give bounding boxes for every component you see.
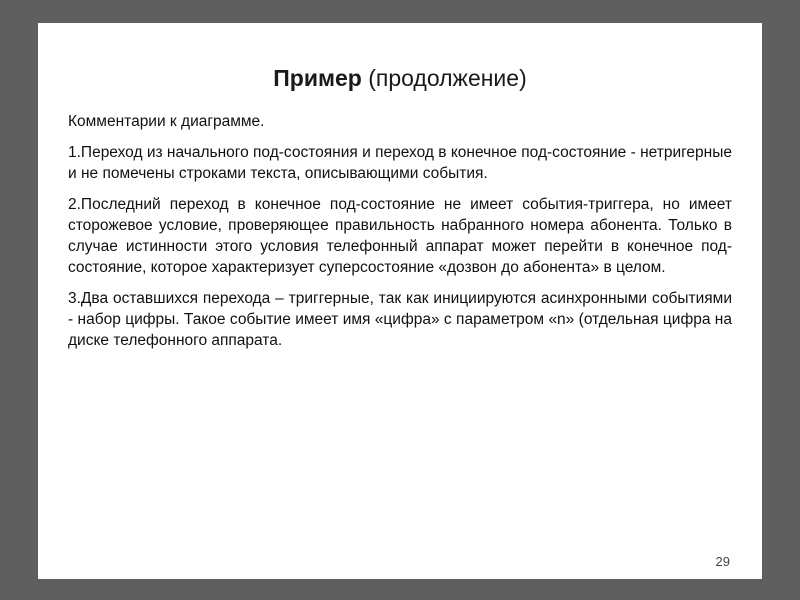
slide bbox=[38, 23, 762, 579]
slide-body bbox=[68, 111, 732, 361]
paragraph-2: 2.Последний переход в конечное под-состояние не имеет события-триггера, но имеет сторожевое условие, проверяющее правильность набранного номера абонента. Только в случае истинности этого условия телефонный аппарат может перейти в конечное под-состояние, которое характеризует суперсостояние «дозвон до абонента» в целом. bbox=[68, 196, 732, 276]
intro-text: Комментарии к диаграмме. bbox=[68, 113, 265, 130]
slide-title-rest: (продолжение) bbox=[361, 65, 527, 91]
paragraph-3: 3.Два оставшихся перехода – триггерные, так как инициируются асинхронными событиями - набор цифры. Такое событие имеет имя «цифра» с параметром «n» (отдельная цифра на диске телефонного аппарата. bbox=[68, 290, 732, 349]
page-number: 29 bbox=[715, 554, 730, 569]
slide-title bbox=[38, 65, 762, 92]
paragraph-1: 1.Переход из начального под-состояния и переход в конечное под-состояние - нетригерные и не помечены строками текста, описывающими события. bbox=[68, 144, 732, 182]
slide-title-bold: Пример bbox=[273, 65, 362, 91]
